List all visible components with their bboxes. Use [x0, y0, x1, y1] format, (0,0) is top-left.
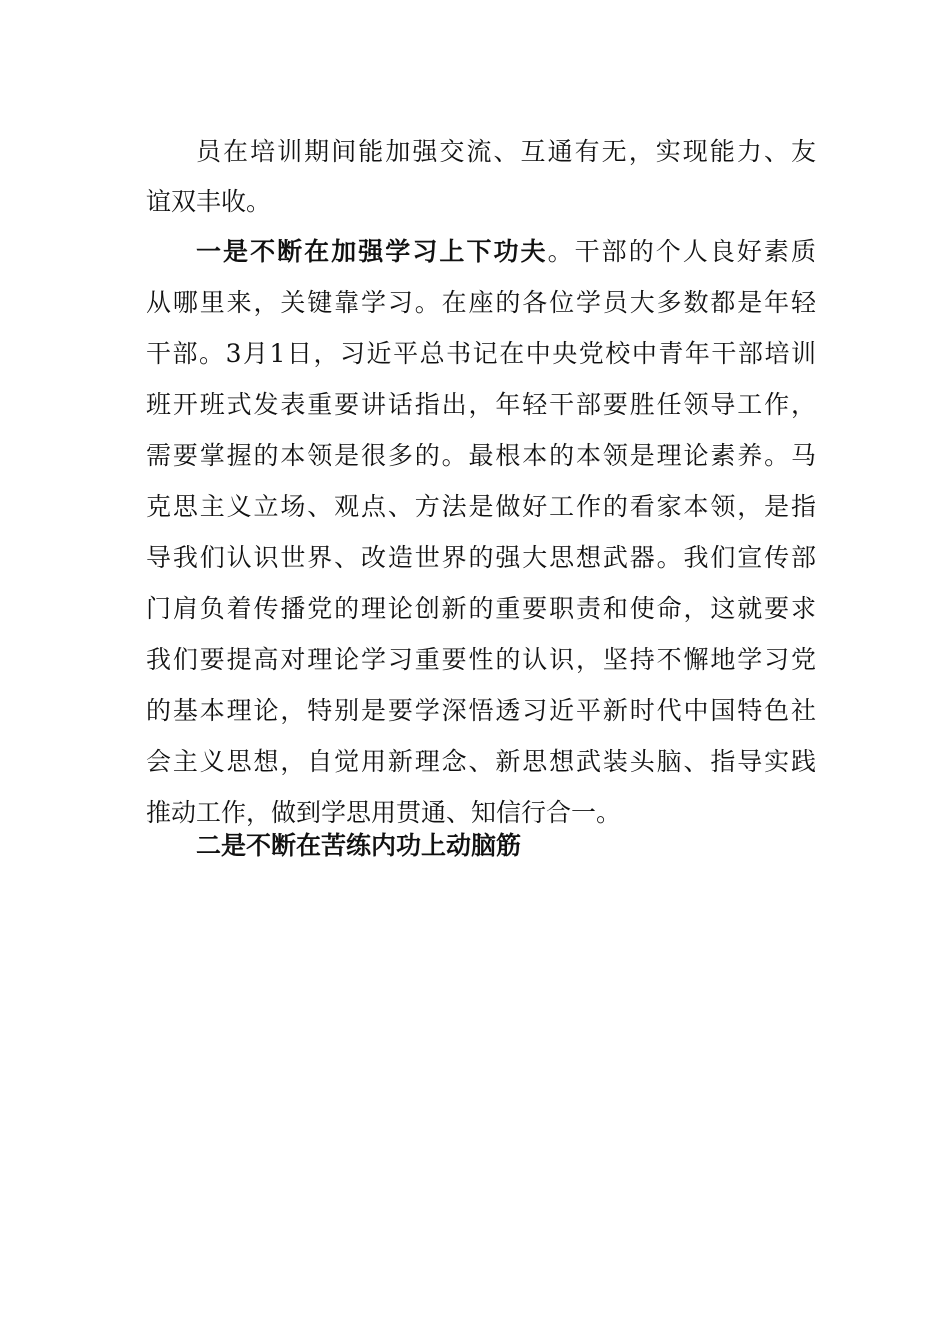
- paragraph-2-line-8: 门肩负着传播党的理论创新的重要职责和使命，这就要求: [146, 594, 816, 623]
- paragraph-1-line-2: 谊双丰收。: [146, 187, 272, 216]
- paragraph-2-line-9: 我们要提高对理论学习重要性的认识，坚持不懈地学习党: [146, 645, 816, 674]
- paragraph-2-lead-text: 。干部的个人良好素质: [547, 237, 816, 266]
- paragraph-2-line-5: 需要掌握的本领是很多的。最根本的本领是理论素养。马: [146, 441, 816, 470]
- paragraph-2-line-12: 推动工作，做到学思用贯通、知信行合一。: [146, 798, 622, 827]
- paragraph-2-line-11: 会主义思想，自觉用新理念、新思想武装头脑、指导实践: [146, 747, 816, 776]
- paragraph-2-line-1: [196, 236, 816, 268]
- paragraph-1-line-1: 员在培训期间能加强交流、互通有无，实现能力、友: [196, 137, 816, 166]
- paragraph-2-line-7: 导我们认识世界、改造世界的强大思想武器。我们宣传部: [146, 543, 816, 572]
- paragraph-2-line-3: 干部。3月1日，习近平总书记在中央党校中青年干部培训: [146, 339, 816, 368]
- paragraph-2-line-6: 克思主义立场、观点、方法是做好工作的看家本领，是指: [146, 492, 816, 521]
- section-heading-2: 二是不断在苦练内功上动脑筋: [196, 831, 522, 860]
- paragraph-2-line-4: 班开班式发表重要讲话指出，年轻干部要胜任领导工作，: [146, 390, 816, 419]
- paragraph-2-lead-heading: 一是不断在加强学习上下功夫: [196, 237, 548, 266]
- paragraph-2-line-2: 从哪里来，关键靠学习。在座的各位学员大多数都是年轻: [146, 288, 816, 317]
- paragraph-2-line-10: 的基本理论，特别是要学深悟透习近平新时代中国特色社: [146, 696, 816, 725]
